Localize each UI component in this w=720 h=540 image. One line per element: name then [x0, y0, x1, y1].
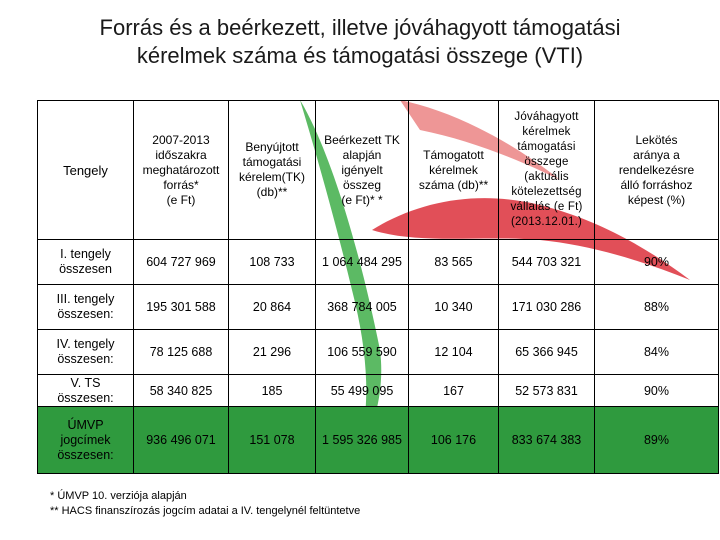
cell-ratio: 88% — [595, 285, 719, 330]
table-row — [38, 240, 719, 285]
total-row — [38, 407, 719, 474]
footnotes — [50, 489, 360, 519]
cell-supported: 106 176 — [409, 407, 499, 474]
cell-source: 195 301 588 — [134, 285, 229, 330]
cell-requested: 55 499 095 — [316, 375, 409, 407]
cell-source: 78 125 688 — [134, 330, 229, 375]
cell-ratio: 84% — [595, 330, 719, 375]
footnote-1: * ÚMVP 10. verziója alapján — [50, 490, 187, 502]
cell-approved: 52 573 831 — [499, 375, 595, 407]
cell-approved: 171 030 286 — [499, 285, 595, 330]
cell-ratio: 89% — [595, 407, 719, 474]
header-requested: Beérkezett TK alapján igényelt összeg (e Ft)* * — [316, 101, 409, 240]
cell-requested: 106 559 590 — [316, 330, 409, 375]
header-source: 2007-2013 időszakra meghatározott forrás* (e Ft) — [134, 101, 229, 240]
table-header-row — [38, 101, 719, 240]
cell-supported: 12 104 — [409, 330, 499, 375]
title-line-2: kérelmek száma és támogatási összege (VTI) — [136, 43, 584, 68]
cell-source: 58 340 825 — [134, 375, 229, 407]
cell-ratio: 90% — [595, 240, 719, 285]
slide-title — [20, 14, 700, 70]
header-ratio: Lekötés aránya a rendelkezésre álló forráshoz képest (%) — [595, 101, 719, 240]
cell-supported: 10 340 — [409, 285, 499, 330]
footnote-2: ** HACS finanszírozás jogcím adatai a IV. tengelynél feltüntetve — [50, 505, 361, 517]
cell-requested: 1 595 326 985 — [316, 407, 409, 474]
row-label: III. tengely összesen: — [38, 285, 134, 330]
header-submitted: Benyújtott támogatási kérelem(TK) (db)** — [229, 101, 316, 240]
table-row — [38, 375, 719, 407]
cell-requested: 1 064 484 295 — [316, 240, 409, 285]
cell-submitted: 20 864 — [229, 285, 316, 330]
cell-approved: 833 674 383 — [499, 407, 595, 474]
cell-approved: 544 703 321 — [499, 240, 595, 285]
row-label: IV. tengely összesen: — [38, 330, 134, 375]
header-axis: Tengely — [38, 101, 134, 240]
table-row — [38, 330, 719, 375]
support-applications-table — [37, 100, 719, 474]
title-line-1: Forrás és a beérkezett, illetve jóváhagyott támogatási — [99, 15, 621, 40]
cell-source: 604 727 969 — [134, 240, 229, 285]
header-approved: Jóváhagyott kérelmek támogatási összege (aktuális kötelezettség vállalás (e Ft) (2013.12.01.) — [499, 101, 595, 240]
cell-submitted: 151 078 — [229, 407, 316, 474]
cell-submitted: 185 — [229, 375, 316, 407]
row-label: ÚMVP jogcímek összesen: — [38, 407, 134, 474]
cell-ratio: 90% — [595, 375, 719, 407]
header-supported: Támogatott kérelmek száma (db)** — [409, 101, 499, 240]
row-label: V. TS összesen: — [38, 375, 134, 407]
table-row — [38, 285, 719, 330]
cell-submitted: 108 733 — [229, 240, 316, 285]
cell-source: 936 496 071 — [134, 407, 229, 474]
row-label: I. tengely összesen — [38, 240, 134, 285]
cell-requested: 368 784 005 — [316, 285, 409, 330]
cell-submitted: 21 296 — [229, 330, 316, 375]
cell-supported: 167 — [409, 375, 499, 407]
cell-supported: 83 565 — [409, 240, 499, 285]
cell-approved: 65 366 945 — [499, 330, 595, 375]
